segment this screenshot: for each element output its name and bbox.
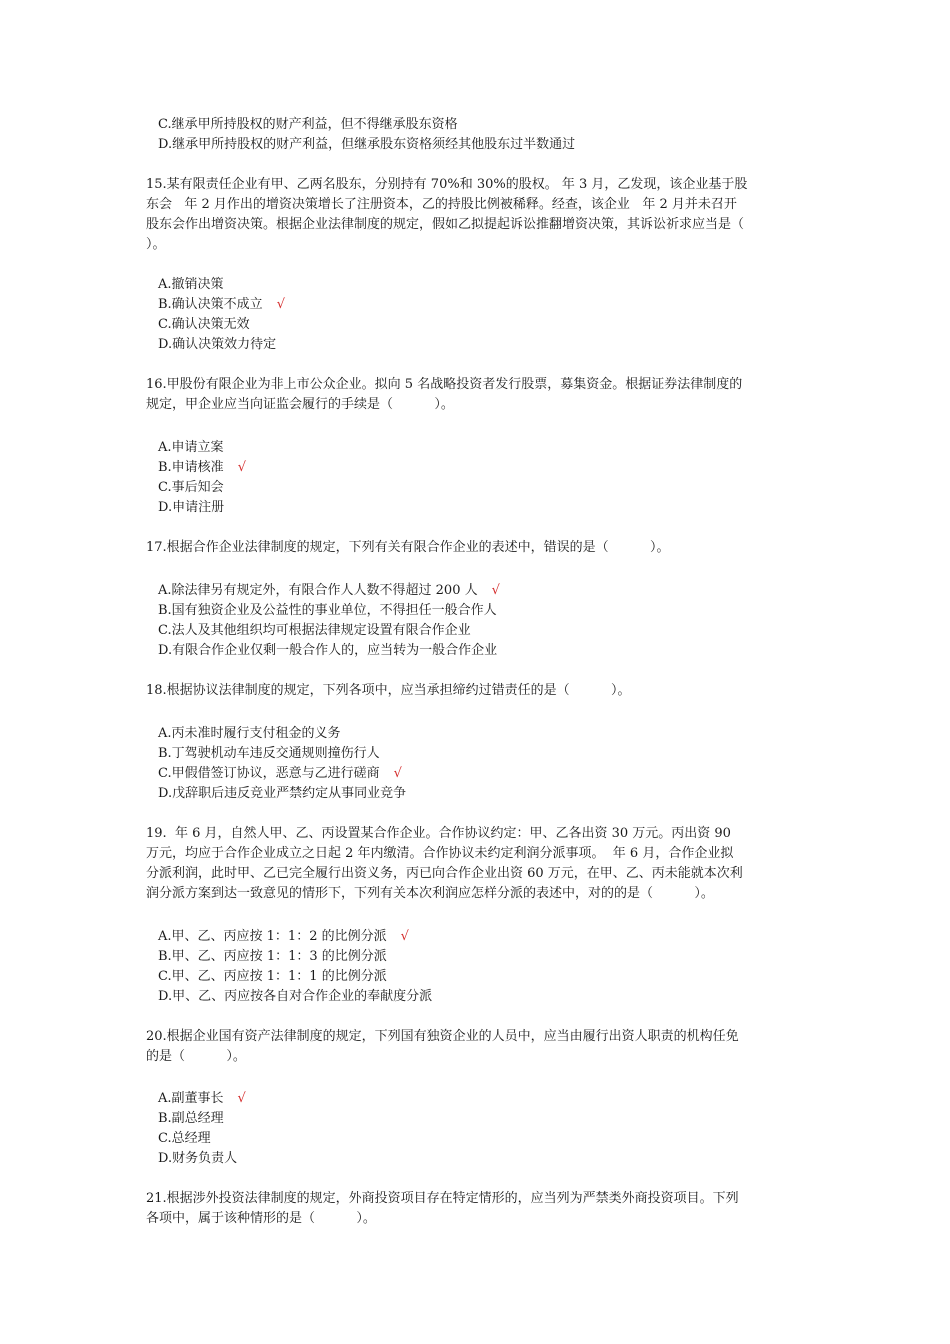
correct-answer-check-icon: √ — [393, 766, 402, 781]
answer-option — [158, 764, 402, 784]
correct-answer-check-icon: √ — [276, 297, 285, 312]
answer-option — [158, 295, 285, 315]
line-text: D.继承甲所持股权的财产利益，但继承股东资格须经其他股东过半数通过 — [158, 137, 576, 152]
answer-option — [158, 498, 224, 518]
answer-option — [158, 1149, 237, 1169]
answer-option — [158, 967, 387, 987]
answer-option — [158, 478, 224, 498]
line-text: 21.根据涉外投资法律制度的规定，外商投资项目存在特定情形的，应当列为严禁类外商投资项目。下列 — [146, 1191, 739, 1206]
answer-option — [158, 1109, 224, 1129]
line-text: B.丁驾驶机动车违反交通规则撞伤行人 — [158, 746, 380, 761]
question-text-line — [146, 884, 714, 904]
correct-answer-check-icon: √ — [400, 929, 409, 944]
answer-option — [158, 315, 250, 335]
question-text-line — [146, 864, 743, 884]
line-text: 的是（ ）。 — [146, 1049, 246, 1064]
line-text: 19. 年 6 月，自然人甲、乙、丙设置某合作企业。合作协议约定：甲、乙各出资 30 万元。丙出资 90 — [146, 826, 731, 841]
line-text: 东会 年 2 月作出的增资决策增长了注册资本，乙的持股比例被稀释。经查，该企业 年 2 月并未召开 — [146, 197, 737, 212]
question-text-line — [146, 235, 166, 255]
line-text: D.戊辞职后违反竞业严禁约定从事同业竞争 — [158, 786, 407, 801]
line-text: D.有限合作企业仅剩一般合作人的，应当转为一般合作企业 — [158, 643, 498, 658]
question-text-line — [146, 1209, 376, 1229]
line-text: 润分派方案到达一致意见的情形下，下列有关本次利润应怎样分派的表述中，对的的是（ ）。 — [146, 886, 714, 901]
question-text-line — [146, 375, 742, 395]
question-text-line — [146, 844, 733, 864]
line-text: A.甲、乙、丙应按 1：1：2 的比例分派 — [158, 929, 387, 944]
question-text-line — [146, 1047, 246, 1067]
answer-option — [158, 947, 387, 967]
question-text-line — [146, 395, 454, 415]
line-text: 15.某有限责任企业有甲、乙两名股东，分别持有 70%和 30%的股权。 年 3 月，乙发现，该企业基于股 — [146, 177, 748, 192]
line-text: 分派利润，此时甲、乙已完全履行出资义务，丙已向合作企业出资 60 万元，在甲、乙、丙未能就本次利 — [146, 866, 743, 881]
answer-option — [158, 1089, 246, 1109]
answer-option — [158, 275, 224, 295]
correct-answer-check-icon: √ — [237, 1091, 246, 1106]
line-text: C.继承甲所持股权的财产利益，但不得继承股东资格 — [158, 117, 458, 132]
answer-option — [158, 335, 276, 355]
line-text: A.申请立案 — [158, 440, 224, 455]
answer-option — [158, 724, 341, 744]
question-text-line — [146, 175, 747, 195]
answer-option — [158, 115, 458, 135]
line-text: C.事后知会 — [158, 480, 224, 495]
answer-option — [158, 438, 224, 458]
line-text: D.申请注册 — [158, 500, 225, 515]
question-text-line — [146, 824, 731, 844]
answer-option — [158, 784, 406, 804]
question-text-line — [146, 1027, 739, 1047]
line-text: C.甲、乙、丙应按 1：1：1 的比例分派 — [158, 969, 387, 984]
line-text: C.总经理 — [158, 1131, 211, 1146]
line-text: B.申请核准 — [158, 460, 224, 475]
line-text: C.确认决策无效 — [158, 317, 250, 332]
question-text-line — [146, 215, 744, 235]
question-text-line — [146, 195, 737, 215]
line-text: ）。 — [146, 237, 166, 252]
answer-option — [158, 1129, 211, 1149]
answer-option — [158, 581, 500, 601]
line-text: B.副总经理 — [158, 1111, 224, 1126]
answer-option — [158, 927, 409, 947]
line-text: D.财务负责人 — [158, 1151, 238, 1166]
line-text: 万元，均应于合作企业成立之日起 2 年内缴清。合作协议未约定利润分派事项。 年 6 月，合作企业拟 — [146, 846, 734, 861]
answer-option — [158, 744, 380, 764]
line-text: A.副董事长 — [158, 1091, 224, 1106]
line-text: C.法人及其他组织均可根据法律规定设置有限合作企业 — [158, 623, 471, 638]
line-text: B.确认决策不成立 — [158, 297, 263, 312]
answer-option — [158, 458, 246, 478]
line-text: 16.甲股份有限企业为非上市公众企业。拟向 5 名战略投资者发行股票，募集资金。根据证券法律制度的 — [146, 377, 743, 392]
line-text: 17.根据合作企业法律制度的规定，下列有关有限合作企业的表述中，错误的是（ ）。 — [146, 540, 670, 555]
answer-option — [158, 641, 497, 661]
line-text: C.甲假借签订协议，恶意与乙进行磋商 — [158, 766, 380, 781]
question-text-line — [146, 538, 670, 558]
question-text-line — [146, 1189, 739, 1209]
line-text: 20.根据企业国有资产法律制度的规定，下列国有独资企业的人员中，应当由履行出资人职责的机构任免 — [146, 1029, 739, 1044]
line-text: D.甲、乙、丙应按各自对合作企业的奉献度分派 — [158, 989, 433, 1004]
line-text: B.国有独资企业及公益性的事业单位，不得担任一般合作人 — [158, 603, 497, 618]
line-text: 18.根据协议法律制度的规定，下列各项中，应当承担缔约过错责任的是（ ）。 — [146, 683, 631, 698]
line-text: 规定，甲企业应当向证监会履行的手续是（ ）。 — [146, 397, 454, 412]
correct-answer-check-icon: √ — [237, 460, 246, 475]
answer-option — [158, 621, 471, 641]
answer-option — [158, 601, 497, 621]
line-text: B.甲、乙、丙应按 1：1：3 的比例分派 — [158, 949, 387, 964]
line-text: A.除法律另有规定外，有限合作人人数不得超过 200 人 — [158, 583, 478, 598]
line-text: D.确认决策效力待定 — [158, 337, 277, 352]
line-text: A.撤销决策 — [158, 277, 224, 292]
answer-option — [158, 135, 575, 155]
line-text: A.丙未准时履行支付租金的义务 — [158, 726, 341, 741]
line-text: 各项中，属于该种情形的是（ ）。 — [146, 1211, 376, 1226]
question-text-line — [146, 681, 631, 701]
answer-option — [158, 987, 432, 1007]
line-text: 股东会作出增资决策。根据企业法律制度的规定，假如乙拟提起诉讼推翻增资决策，其诉讼祈求应当是（ — [146, 217, 745, 232]
correct-answer-check-icon: √ — [491, 583, 500, 598]
